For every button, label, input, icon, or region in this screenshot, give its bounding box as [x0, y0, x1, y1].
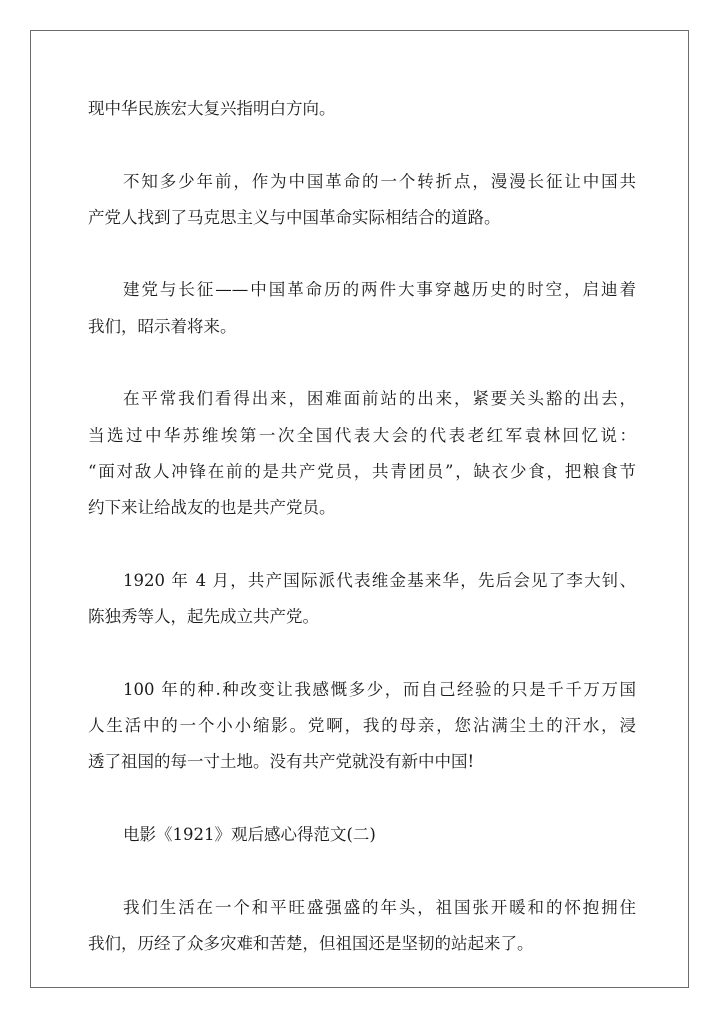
text-line: 100 年的种.种改变让我感慨多少，而自己经验的只是千千万万国	[123, 679, 636, 699]
text-line: 我们生活在一个和平旺盛强盛的年头，祖国张开暖和的怀抱拥住	[123, 897, 636, 917]
section-heading: 电影《1921》观后感心得范文(二)	[123, 824, 376, 844]
text-line: 1920 年 4 月，共产国际派代表维金基来华，先后会见了李大钊、	[123, 570, 636, 590]
document-body	[88, 91, 636, 962]
text-line: “面对敌人冲锋在前的是共产党员，共青团员”，缺衣少食，把粮食节	[88, 461, 636, 481]
text-line: 不知多少年前，作为中国革命的一个转折点，漫漫长征让中国共	[123, 171, 636, 191]
text-line: 人生活中的一个小小缩影。党啊，我的母亲，您沾满尘土的汗水，浸	[88, 716, 636, 736]
text-line: 建党与长征——中国革命历的两件大事穿越历史的时空，启迪着	[123, 280, 636, 300]
text-line: 产党人找到了马克思主义与中国革命实际相结合的道路。	[88, 207, 501, 227]
text-line: 透了祖国的每一寸土地。没有共产党就没有新中中国!	[88, 752, 475, 772]
text-line: 我们，历经了众多灾难和苦楚，但祖国还是坚韧的站起来了。	[88, 933, 534, 953]
text-line: 在平常我们看得出来，困难面前站的出来，紧要关头豁的出去，	[123, 389, 636, 409]
text-line: 约下来让给战友的也是共产党员。	[88, 498, 336, 518]
text-line: 我们，昭示着将来。	[88, 316, 237, 336]
text-line: 当选过中华苏维埃第一次全国代表大会的代表老红军袁林回忆说：	[88, 425, 636, 445]
text-line: 陈独秀等人，起先成立共产党。	[88, 607, 319, 627]
text-line: 现中华民族宏大复兴指明白方向。	[88, 99, 336, 118]
